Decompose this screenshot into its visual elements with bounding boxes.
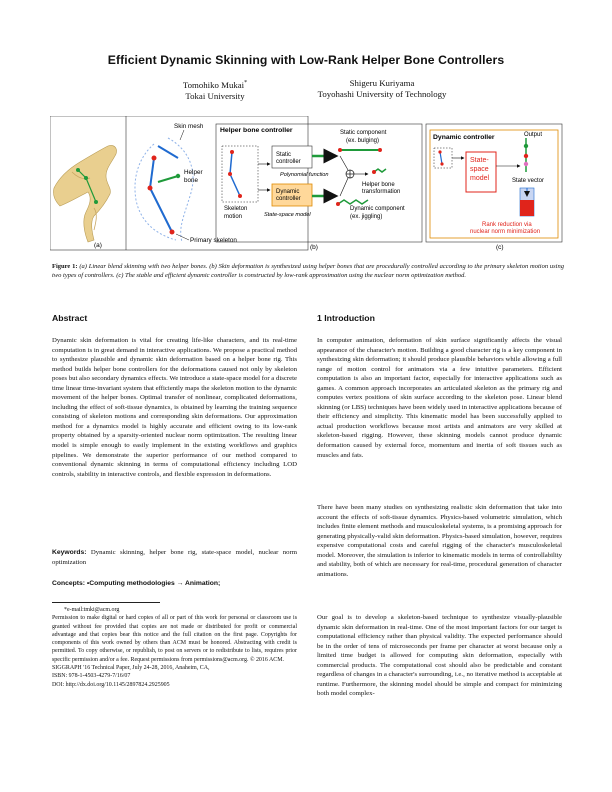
panel-c-header: Dynamic controller [433, 134, 495, 141]
concepts [52, 579, 297, 589]
hbt-2: transformation [362, 189, 401, 195]
panel-c [426, 124, 562, 251]
dynamic-controller-1: Dynamic [276, 189, 300, 195]
abstract-heading: Abstract [52, 313, 88, 323]
static-controller-2: controller [276, 159, 301, 165]
label-dynamic-example: (ex. jiggling) [350, 214, 383, 220]
intro-paragraph-2: There have been many studies on synthesizing realistic skin deformation that take into account the effects of soft-tissue dynamics. Physics-based volumetric simulation, which includes finite element methods and musculoskeletal systems, is a promising approach for generating physically-valid skin deformation. Physics-based simulation, however, requires expensive computational costs and careful rigging of the character's musculoskeletal model. Moreover, the simulation is inferior to kinematic models in terms of controllability and stability, both of which are necessary for real-time, procedural generation of character animations. [317, 504, 562, 578]
panel-b-header: Helper bone controller [220, 127, 293, 134]
label-dynamic-component: Dynamic component [350, 206, 405, 212]
author-1 [140, 78, 290, 102]
label-helper-bone-transformation [362, 182, 400, 195]
label-state-space-model-b: State-space model [264, 212, 311, 218]
dynamic-controller-box [276, 189, 301, 202]
label-skeleton-motion [224, 206, 247, 220]
ssm-1: State- [470, 157, 489, 164]
label-primary-skeleton: Primary skeleton [190, 237, 237, 244]
panel-b-label: (b) [310, 244, 318, 251]
caption-text: (a) Linear blend skinning with two helper bones. (b) Skin deformation is synthesized using helper bones that are procedurally controlled according to the primary skeleton motion using two types of controllers. (c) The stable and efficient dynamic controller is constructed by low-rank approximation using the nuclear norm optimization method. [52, 263, 564, 280]
label-helper-bone [184, 169, 203, 184]
teaser-figure-graphic [50, 116, 566, 252]
concepts-label: Concepts: [52, 580, 86, 587]
keywords-text: Dynamic skinning, helper bone rig, state-space model, nuclear norm optimization [52, 549, 297, 566]
footnote-rule [52, 602, 160, 603]
paper-title: Efficient Dynamic Skinning with Low-Rank Helper Bone Controllers [107, 53, 505, 67]
author-2 [292, 78, 472, 100]
keywords-label: Keywords: [52, 549, 87, 556]
hbt-1: Helper bone [362, 182, 395, 188]
caption-label: Figure 1: [52, 263, 78, 270]
label-skeleton-motion-1: Skeleton [224, 206, 248, 212]
footnote-permission: Permission to make digital or hard copies of all or part of this work for personal or classroom use is granted without fee provided that copies are not made or distributed for profit or commercial advantage and that copies bear this notice and the full citation on the first page. Copyrights for components of this work owned by others than ACM must be honored. Abstracting with credit is permitted. To copy otherwise, or republish, to post on servers or to redistribute to lists, requires prior specific permission and/or a fee. Request permissions from permissions@acm.org. © 2016 ACM. [52, 615, 297, 663]
footnote-doi: DOI: http://dx.doi.org/10.1145/2897824.2925905 [52, 681, 170, 688]
panel-c-label: (c) [496, 244, 504, 251]
author-1-affiliation: Tokai University [185, 90, 245, 101]
label-skin-mesh: Skin mesh [174, 123, 204, 130]
label-helper-bone-2: bone [184, 177, 199, 184]
label-static-example: (ex. bulging) [346, 138, 380, 144]
dynamic-controller-2: controller [276, 196, 301, 202]
state-space-model-box [470, 157, 490, 182]
label-static-component: Static component [340, 130, 387, 136]
author-1-mark: * [244, 80, 248, 86]
static-controller-1: Static [276, 152, 292, 158]
intro-paragraph-3: Our goal is to develop a skeleton-based technique to synthesize visually-plausible dynamic skin deformation in real-time. One of the most important factors for our target is computational efficiency rather than physical validity. The expected performance should be in the order of tens of microseconds per frame per character at worst because only a limited time budget is allowed for computing skin deformation, especially with commercial products. The computational cost should also be predictable and constant regardless of changes in a character's surrounding, i.e., no iterative method is acceptable at runtime. Furthermore, the skinning model should be simple and compact for minimizing both model complex- [317, 614, 562, 698]
panel-a [50, 116, 308, 250]
skeleton-diagram [135, 123, 237, 244]
figure-caption [52, 262, 564, 281]
author-2-affiliation: Toyohashi University of Technology [317, 89, 447, 99]
rr-2: nuclear norm minimization [470, 229, 541, 235]
teaser-figure [50, 116, 566, 252]
intro-paragraph-1: In computer animation, deformation of skin surface significantly affects the visual appearance of the character's motion. Building a good character rig is a key component in synthesizing skin deformation; it should produce plausible behaviors while allowing a full range of motion control for animators via a few intuitive parameters. Efficient computation is also an important factor, especially for interactive applications such as games. A common approach incorporates an articulated skeleton as the primary rig and computes vertex positions of skin surface according to the skeleton pose. Linear blend skinning (or LBS) techniques have been widely used in interactive applications because of their efficiency and simplicity. This kinematic model has been successfully applied to actual production workflows because most artists and animators are very skilled at skeleton-based rigging. However, these skinning models cannot produce dynamic deformation caused by external force, momentum and inertia of soft tissues such as muscles and fats. [317, 337, 562, 459]
footnote-venue: SIGGRAPH '16 Technical Paper, July 24-28, 2016, Anaheim, CA, [52, 665, 210, 672]
author-2-name: Shigeru Kuriyama [349, 78, 415, 88]
abstract-text: Dynamic skin deformation is vital for creating life-like characters, and its real-time computation is in great demand in interactive applications. We propose a practical method to synthesize plausible and dynamic skin deformation based on a helper bone rig. This method builds helper bone controllers for the deformations caused not only by skeleton poses but also secondary dynamics effects. We introduce a state-space model for a discrete time linear time-invariant system that efficiently maps the skeleton motion to the dynamic movement of the helper bones. Optimal transfer of nonlinear, complicated deformations, including the effect of soft-tissue dynamics, is obtained by learning the training sequence consisting of skeleton motions and corresponding skin deformations. Our approximation method for a dynamics model is highly accurate and efficient owing to its low-rank property obtained by a sparsity-oriented nuclear norm optimization. The resulting linear model is simple enough to easily implement in the existing workflows and graphics pipelines. We demonstrate the superior performance of our method compared to conventional dynamic skinning in terms of computational efficiency including LOD controls, stability in interactive controls, and flexible expression in deformations. [52, 337, 297, 478]
ssm-2: space [470, 166, 489, 173]
footnote-email: *e-mail:tmki@acm.org [64, 607, 120, 613]
label-polynomial-function: Polynomial function [280, 172, 329, 178]
author-1-name: Tomohiko Mukai [182, 79, 245, 90]
ssm-3: model [470, 175, 490, 182]
label-state-vector: State vector [512, 178, 545, 184]
footnote-isbn: ISBN: 978-1-4503-4279-7/16/07 [52, 673, 131, 680]
label-skeleton-motion-2: motion [224, 214, 243, 220]
panel-a-label: (a) [94, 242, 102, 249]
label-rank-reduction [470, 222, 540, 235]
panel-b [216, 124, 422, 251]
introduction-heading: 1 Introduction [317, 313, 375, 323]
skin-mesh-leg [53, 145, 116, 242]
rr-1: Rank reduction via [482, 222, 532, 228]
label-helper-bone-1: Helper [184, 169, 203, 176]
keywords [52, 548, 297, 567]
footnotes [52, 606, 297, 689]
label-output: Output [524, 132, 543, 138]
concepts-text: •Computing methodologies → Animation; [86, 580, 221, 587]
